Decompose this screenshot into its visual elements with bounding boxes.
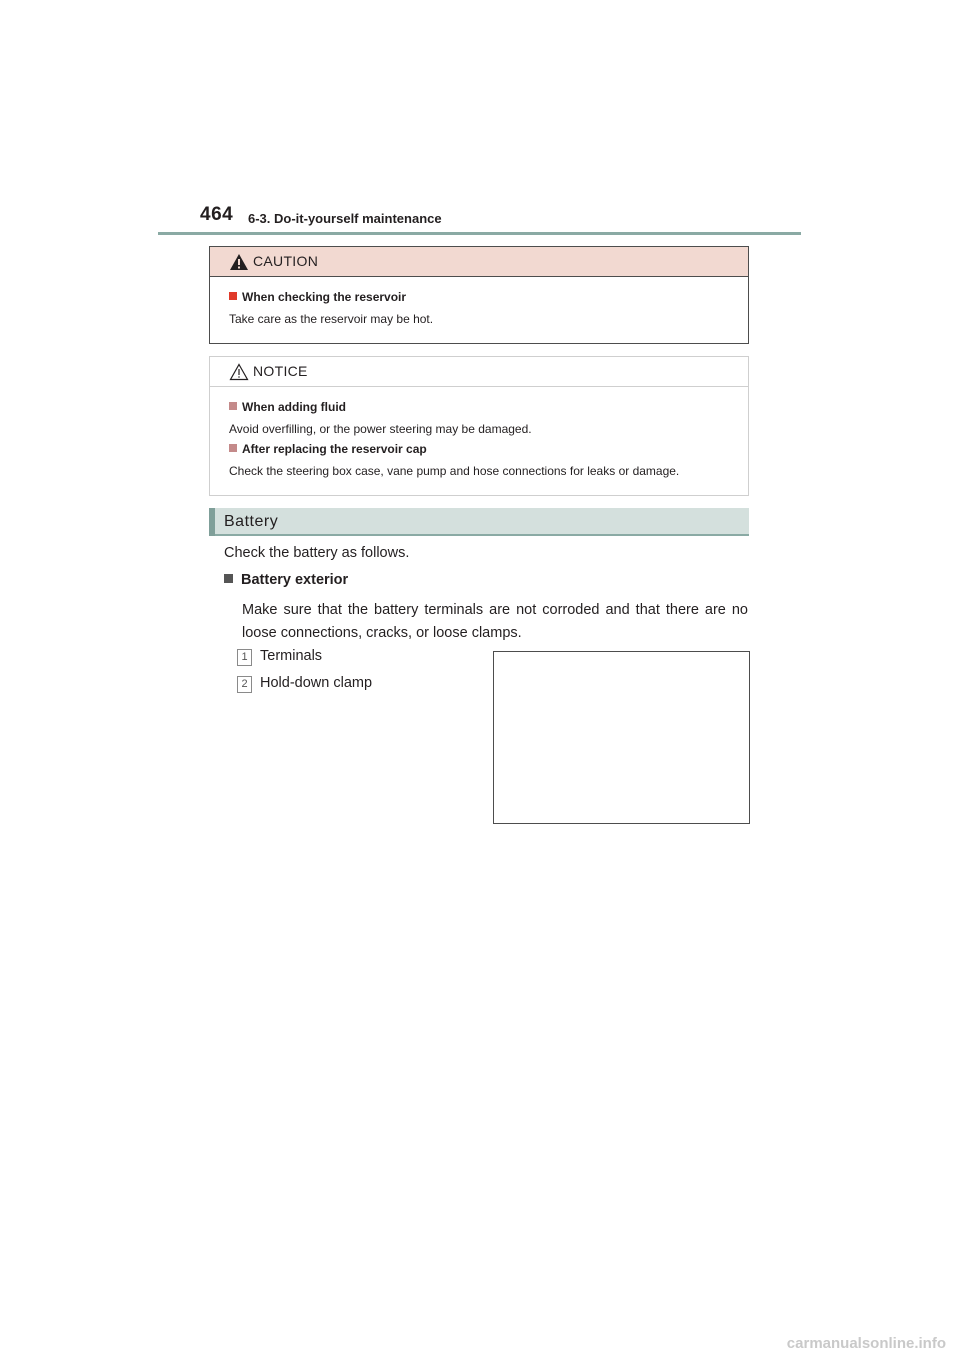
paragraph-line: Make sure that the battery terminals are not corroded and that there are no xyxy=(242,602,748,618)
section-title: 6-3. Do-it-yourself maintenance xyxy=(248,211,442,226)
notice-item-heading: After replacing the reservoir cap xyxy=(229,442,427,456)
battery-title: Battery xyxy=(224,513,279,530)
header-rule xyxy=(158,232,801,235)
legend-item xyxy=(237,648,322,666)
bullet-square-icon xyxy=(229,402,237,410)
bullet-square-icon xyxy=(229,292,237,300)
watermark: carmanualsonline.info xyxy=(786,1335,946,1352)
notice-title: NOTICE xyxy=(253,363,308,379)
caution-header xyxy=(210,247,748,277)
callout-number-1: 1 xyxy=(237,649,252,666)
caution-box xyxy=(209,246,749,344)
notice-item-heading: When adding fluid xyxy=(229,400,346,414)
caution-title: CAUTION xyxy=(253,253,319,269)
notice-item-text: Check the steering box case, vane pump and hose connections for leaks or damage. xyxy=(229,464,680,478)
legend-label: Terminals xyxy=(260,648,323,664)
bullet-square-icon xyxy=(229,444,237,452)
page-number: 464 xyxy=(200,204,234,225)
battery-subheading: Battery exterior xyxy=(224,572,348,588)
bullet-square-icon xyxy=(224,574,233,583)
warning-triangle-outline-icon xyxy=(229,363,249,381)
battery-paragraph xyxy=(242,599,748,645)
battery-figure xyxy=(493,651,750,824)
caution-item-text: Take care as the reservoir may be hot. xyxy=(229,312,434,326)
caution-item-heading: When checking the reservoir xyxy=(229,290,406,304)
notice-header xyxy=(210,357,748,387)
notice-box xyxy=(209,356,749,496)
legend-item xyxy=(237,675,372,693)
legend-label: Hold-down clamp xyxy=(260,675,373,691)
heading-accent xyxy=(209,508,215,536)
warning-triangle-icon xyxy=(229,253,249,271)
battery-intro: Check the battery as follows. xyxy=(224,545,410,561)
paragraph-line: loose connections, cracks, or loose clamps. xyxy=(242,625,522,641)
battery-heading xyxy=(209,508,749,536)
callout-number-2: 2 xyxy=(237,676,252,693)
notice-item-text: Avoid overfilling, or the power steering may be damaged. xyxy=(229,422,532,436)
